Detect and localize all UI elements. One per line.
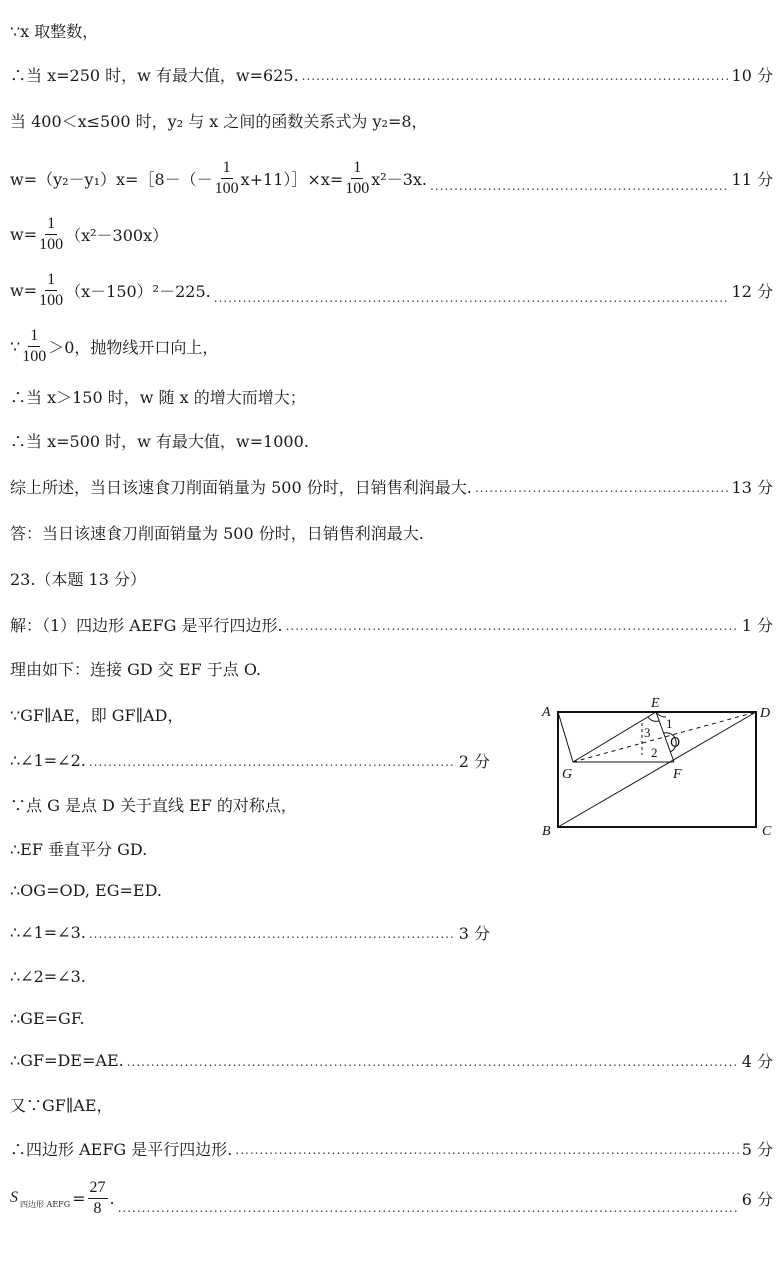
label-e: E [651,696,660,711]
line-parabola-opens-up: ∵ $\frac{1}{100}$ ＞0，抛物线开口向上， [10,326,219,365]
score-marker: 11 分 [731,169,773,189]
fraction: $\frac{1}{100}$ [22,326,47,365]
geometry-figure [538,695,778,845]
line-angle-2-3: ∴∠2=∠3. [10,966,86,986]
line-symmetric: ∵点 G 是点 D 关于直线 EF 的对称点， [10,795,297,815]
line-answer: 答：当日该速食刀削面销量为 500 份时，日销售利润最大. [10,523,424,543]
line-reason: 理由如下：连接 GD 交 EF 于点 O. [10,659,262,679]
label-b: B [542,824,551,839]
line-solution-1: 解：（1）四边形 AEFG 是平行四边形. ..... 1 分 [10,610,773,638]
label-d: D [760,706,771,721]
line-max-w-1000: ∴当 x=500 时，w 有最大值，w=1000. [10,431,309,451]
line-summary: 综上所述，当日该速食刀削面销量为 500 份时，日销售利润最大. ..... 13 分 [10,472,773,500]
label-f: F [673,767,682,782]
line-increasing: ∴当 x＞150 时，w 随 x 的增大而增大； [10,387,306,407]
fraction: $\frac{27}{8}$ [89,1178,106,1217]
line-perpendicular-bisector: ∴EF 垂直平分 GD. [10,839,148,859]
angle-1-label: 1 [666,716,673,731]
line-parallel: ∵GF∥AE，即 GF∥AD， [10,705,184,725]
line-ge-gf: ∴GE=GF. [10,1008,85,1028]
line-og-od: ∴OG=OD, EG=ED. [10,880,162,900]
score-marker: 6 分 [741,1189,773,1209]
label-a: A [542,705,551,720]
fraction: $\frac{1}{100}$ [214,158,239,197]
line-w-vertex-form: w= $\frac{1}{100}$ （x－150）²－225. ..... 12 分 [10,270,773,310]
line-angle-1-3: ∴∠1=∠3. ..... 3 分 [10,918,490,946]
line-area: S 四边形 AEFG = $\frac{27}{8}$ . ..... 6 分 [10,1176,773,1220]
score-marker: 13 分 [731,477,773,497]
angle-2-label: 2 [651,745,658,760]
score-marker: 3 分 [458,923,490,943]
line-angle-1-2: ∴∠1=∠2. ..... 2 分 [10,746,490,774]
score-marker: 10 分 [731,65,773,85]
angle-3-label: 3 [644,725,651,740]
line-w-expression: w=（y₂－y₁）x=［8－（－ $\frac{1}{100}$ x+11）］×x= $\frac{1}{100}$ x²－3x. ..... 11 分 [10,158,773,198]
score-marker: 1 分 [741,615,773,635]
score-marker: 5 分 [741,1139,773,1159]
score-marker: 4 分 [741,1051,773,1071]
line-again-parallel: 又∵GF∥AE， [10,1095,113,1115]
line-y2-relation: 当 400＜x≤500 时，y₂ 与 x 之间的函数关系式为 y₂=8， [10,111,428,131]
fraction: $\frac{1}{100}$ [345,158,370,197]
question-23-heading: 23.（本题 13 分） [10,569,146,589]
line-x-integer: ∵x 取整数， [10,21,99,41]
score-marker: 12 分 [731,281,773,301]
line-gf-de-ae: ∴GF=DE=AE. ..... 4 分 [10,1046,773,1074]
score-marker: 2 分 [458,751,490,771]
label-g: G [562,767,573,782]
line-w-factored: w= $\frac{1}{100}$ （x²－300x） [10,214,169,253]
figure-lines [558,712,756,827]
fraction: $\frac{1}{100}$ [39,270,64,309]
label-o: O [670,736,681,751]
label-c: C [762,824,772,839]
fraction: $\frac{1}{100}$ [39,214,64,253]
line-max-w-625: ∴当 x=250 时，w 有最大值，w=625. ..... 10 分 [10,60,773,88]
line-conclusion: ∴四边形 AEFG 是平行四边形. ..... 5 分 [10,1134,773,1162]
